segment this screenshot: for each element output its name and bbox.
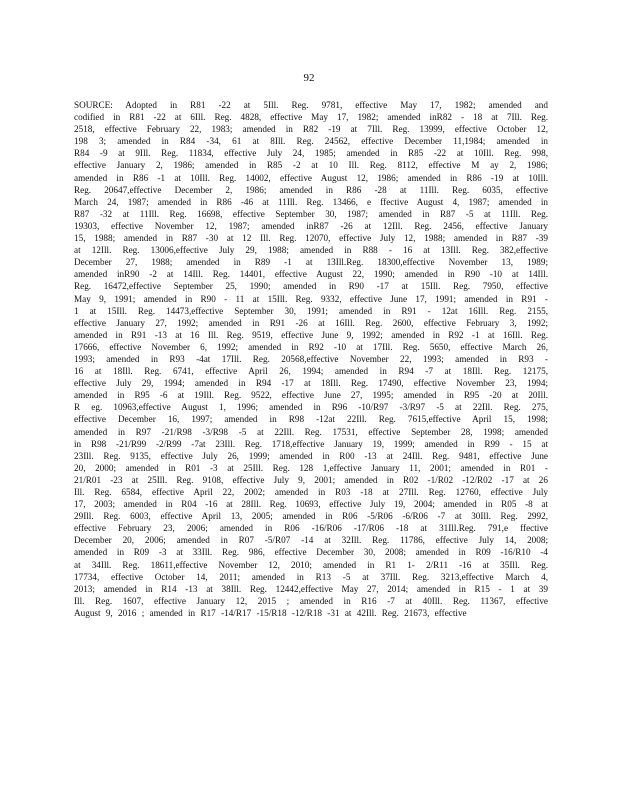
- text-line: R84 -9 at 9Ill. Reg. 11834, effective July 24, 1985; amended in R85 -22 at 10Ill. Reg. 998,: [74, 148, 548, 159]
- text-line: 17, 2003; amended in R04 -16 at 28Ill. Reg. 10693, effective July 19, 2004; amended in R05 -8 at: [74, 499, 548, 510]
- text-line: 21/R01 -23 at 25Ill. Reg. 9108, effective July 9, 2001; amended in R02 -1/R02 -12/R02 -17 at 26: [74, 474, 548, 485]
- text-line: at 34Ill. Reg. 18611,effective November 12, 2010; amended in R1 1- 2/R11 -16 at 35Ill. Reg.: [74, 559, 548, 570]
- source-paragraph: [74, 99, 548, 619]
- text-line: effective January 2, 1986; amended in R85 -2 at 10 Ill. Reg. 8112, effective M ay 2, 1986;: [74, 160, 548, 171]
- text-line: effective December 16, 1997; amended in R98 -12at 22Ill. Reg. 7615,effective April 15, 1998;: [74, 414, 548, 425]
- text-line: at 12Ill. Reg. 13006,effective July 29, 1988; amended in R88 - 16 at 13Ill. Reg. 382,effective: [74, 245, 548, 256]
- text-line: R87 -32 at 11Ill. Reg. 16698, effective September 30, 1987; amended in R87 -5 at 11Ill. Reg.: [74, 208, 548, 219]
- text-line: amended in R91 -13 at 16 Ill. Reg. 9519, effective June 9, 1992; amended in R92 -1 at 16Ill. Reg.: [74, 329, 548, 340]
- text-line: 2013; amended in R14 -13 at 38Ill. Reg. 12442,effective May 27, 2014; amended in R15 - 1 at 39: [74, 583, 548, 594]
- text-line: 1993; amended in R93 -4at 17Ill. Reg. 20568,effective November 22, 1993; amended in R93 -: [74, 353, 548, 364]
- text-line: amended in R95 -6 at 19Ill. Reg. 9522, effective June 27, 1995; amended in R95 -20 at 20Ill.: [74, 390, 548, 401]
- text-line: SOURCE: Adopted in R81 -22 at 5Ill. Reg. 9781, effective May 17, 1982; amended and: [74, 100, 548, 110]
- text-line: amended in R09 -3 at 33Ill. Reg. 986, effective December 30, 2008; amended in R09 -16/R10 -4: [74, 547, 548, 558]
- text-line: 198 3; amended in R84 -34, 61 at 8Ill. Reg. 24562, effective December 11,1984; amended in: [74, 136, 548, 147]
- text-line: December 27, 1988; amended in R89 -1 at 13Ill.Reg. 18300,effective November 13, 1989;: [74, 257, 548, 268]
- text-line: March 24, 1987; amended in R86 -46 at 11Ill. Reg. 13466, e ffective August 4, 1987; amended in: [74, 196, 548, 207]
- text-line: August 9, 2016 ; amended in R17 -14/R17 -15/R18 -12/R18 -31 at 42Ill. Reg. 21673, effective: [74, 607, 467, 618]
- text-line: amended in R86 -1 at 10Ill. Reg. 14002, effective August 12, 1986; amended in R86 -19 at 10Ill.: [74, 172, 548, 183]
- text-line: Reg. 16472,effective September 25, 1990; amended in R90 -17 at 15Ill. Reg. 7950, effective: [74, 281, 548, 292]
- text-line: December 20, 2006; amended in R07 -5/R07 -14 at 32Ill. Reg. 11786, effective July 14, 2008;: [74, 535, 548, 546]
- text-line: 23Ill. Reg. 9135, effective July 26, 1999; amended in R00 -13 at 24Ill. Reg. 9481, effective June: [74, 450, 548, 461]
- text-line: effective July 29, 1994; amended in R94 -17 at 18Ill. Reg. 17490, effective November 23, 1994;: [74, 378, 548, 389]
- text-line: 15, 1988; amended in R87 -30 at 12 Ill. Reg. 12070, effective July 12, 1988; amended in R87 -39: [74, 233, 548, 244]
- text-line: in R98 -21/R99 -2/R99 -7at 23Ill. Reg. 1718,effective January 19, 1999; amended in R99 - 15 at: [74, 438, 548, 449]
- text-line: 2518, effective February 22, 1983; amended in R82 -19 at 7Ill. Reg. 13999, effective October 12,: [74, 124, 548, 135]
- text-line: amended inR90 -2 at 14Ill. Reg. 14401, effective August 22, 1990; amended in R90 -10 at 14Ill.: [74, 269, 548, 280]
- text-line: 16 at 18Ill. Reg. 6741, effective April 26, 1994; amended in R94 -7 at 18Ill. Reg. 12175,: [74, 366, 548, 377]
- text-line: codified in R81 -22 at 6Ill. Reg. 4828, effective May 17, 1982; amended inR82 - 18 at 7Ill. Reg.: [74, 112, 548, 123]
- text-line: Reg. 20647,effective December 2, 1986; amended in R86 -28 at 11Ill. Reg. 6035, effective: [74, 184, 548, 195]
- text-line: 29Ill. Reg. 6003, effective April 13, 2005; amended in R06 -5/R06 -6/R06 -7 at 30Ill. Reg. 2992,: [74, 511, 548, 522]
- text-line: R eg. 10963,effective August 1, 1996; amended in R96 -10/R97 -3/R97 -5 at 22Ill. Reg. 275,: [74, 402, 548, 413]
- text-line: 17734, effective October 14, 2011; amended in R13 -5 at 37Ill. Reg. 3213,effective March 4,: [74, 571, 548, 582]
- page-number: 92: [303, 72, 315, 84]
- text-line: 1 at 15Ill. Reg. 14473,effective September 30, 1991; amended in R91 - 12at 16Ill. Reg. 2155,: [74, 305, 548, 316]
- text-line: effective February 23, 2006; amended in R06 -16/R06 -17/R06 -18 at 31Ill.Reg. 791,e ffective: [74, 523, 548, 534]
- text-line: 20, 2000; amended in R01 -3 at 25Ill. Reg. 128 1,effective January 11, 2001; amended in R01 -: [74, 462, 548, 473]
- text-line: May 9, 1991; amended in R90 - 11 at 15Ill. Reg. 9332, effective June 17, 1991; amended in R91 -: [74, 293, 548, 304]
- text-line: 17666, effective November 6, 1992; amended in R92 -10 at 17Ill. Reg. 5650, effective March 26,: [74, 341, 548, 352]
- text-line: effective January 27, 1992; amended in R91 -26 at 16Ill. Reg. 2600, effective February 3, 1992;: [74, 317, 548, 328]
- text-line: Ill. Reg. 6584, effective April 22, 2002; amended in R03 -18 at 27Ill. Reg. 12760, effective July: [74, 487, 548, 497]
- text-line: 19303, effective November 12, 1987; amended inR87 -26 at 12Ill. Reg. 2456, effective January: [74, 220, 548, 231]
- text-line: Ill. Reg. 1607, effective January 12, 2015 ; amended in R16 -7 at 40Ill. Reg. 11367, effective: [74, 595, 548, 606]
- text-line: amended in R97 -21/R98 -3/R98 -5 at 22Ill. Reg. 17531, effective September 28, 1998; amended: [74, 426, 548, 437]
